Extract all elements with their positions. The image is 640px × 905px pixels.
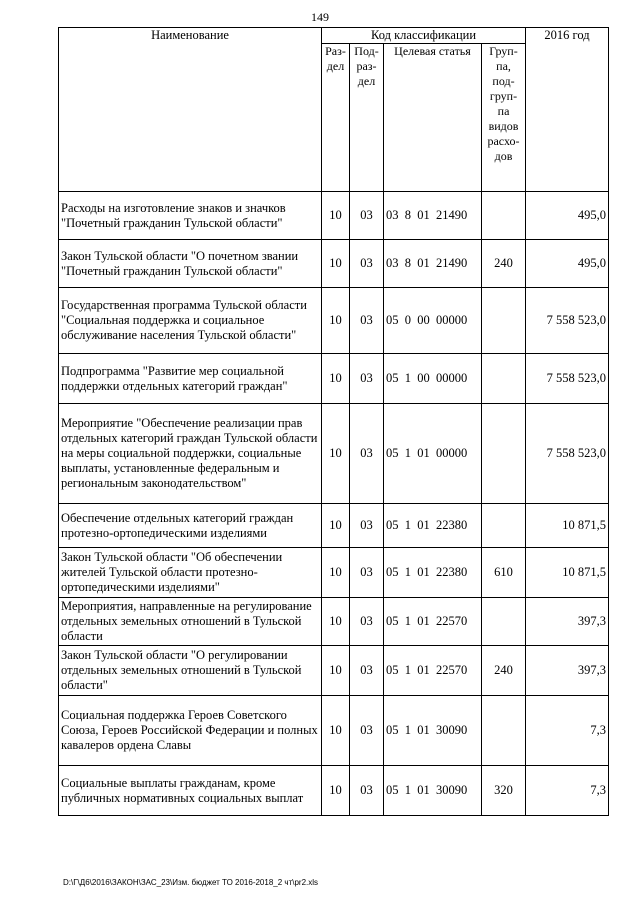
row-name: Обеспечение отдельных категорий граждан протезно-ортопедическими изделиями [59,504,322,548]
table-row [59,240,609,288]
row-name: Государственная программа Тульской области "Социальная поддержка и социальное обслуживание населения Тульской области" [59,288,322,354]
row-subsection: 03 [350,766,384,816]
row-amount: 397,3 [526,646,609,696]
row-subsection: 03 [350,504,384,548]
row-section: 10 [322,766,350,816]
header-year: 2016 год [526,28,609,192]
row-target: 05 1 00 00000 [384,354,482,404]
row-target: 05 1 01 22380 [384,548,482,598]
row-target: 05 1 01 22570 [384,646,482,696]
row-target: 03 8 01 21490 [384,240,482,288]
row-subsection: 03 [350,548,384,598]
row-subsection: 03 [350,646,384,696]
row-amount: 495,0 [526,240,609,288]
row-target: 03 8 01 21490 [384,192,482,240]
row-section: 10 [322,240,350,288]
table-row [59,598,609,646]
header-code: Код классификации [322,28,526,44]
row-subsection: 03 [350,240,384,288]
header-target: Целевая статья [384,44,482,192]
table-row [59,548,609,598]
row-name: Мероприятие "Обеспечение реализации прав отдельных категорий граждан Тульской области на меры социальной поддержки, социальные выплаты, установленные федеральным и региональным законодательством" [59,404,322,504]
budget-table [58,27,609,816]
row-group [482,696,526,766]
row-group: 240 [482,240,526,288]
row-subsection: 03 [350,192,384,240]
row-group [482,404,526,504]
row-amount: 10 871,5 [526,504,609,548]
table-row [59,696,609,766]
header-group: Груп- па, под- груп- па видов расхо- дов [482,44,526,192]
row-amount: 10 871,5 [526,548,609,598]
row-subsection: 03 [350,598,384,646]
table-row [59,404,609,504]
row-amount: 397,3 [526,598,609,646]
row-section: 10 [322,598,350,646]
row-amount: 495,0 [526,192,609,240]
row-section: 10 [322,404,350,504]
row-subsection: 03 [350,696,384,766]
row-name: Мероприятия, направленные на регулирование отдельных земельных отношений в Тульской области [59,598,322,646]
row-section: 10 [322,548,350,598]
row-target: 05 1 01 30090 [384,696,482,766]
row-section: 10 [322,646,350,696]
page-number: 149 [311,10,329,24]
row-subsection: 03 [350,288,384,354]
table-row [59,766,609,816]
row-target: 05 1 01 22380 [384,504,482,548]
row-amount: 7 558 523,0 [526,354,609,404]
header-section: Раз- дел [322,44,350,192]
row-name: Закон Тульской области "О почетном звании "Почетный гражданин Тульской области" [59,240,322,288]
row-name: Социальные выплаты гражданам, кроме публичных нормативных социальных выплат [59,766,322,816]
row-name: Закон Тульской области "О регулировании отдельных земельных отношений в Тульской области" [59,646,322,696]
row-group: 320 [482,766,526,816]
row-group: 610 [482,548,526,598]
header-name: Наименование [59,28,322,192]
row-name: Подпрограмма "Развитие мер социальной поддержки отдельных категорий граждан" [59,354,322,404]
row-section: 10 [322,354,350,404]
row-subsection: 03 [350,354,384,404]
row-section: 10 [322,504,350,548]
table-row [59,288,609,354]
row-section: 10 [322,192,350,240]
row-target: 05 1 01 30090 [384,766,482,816]
row-name: Социальная поддержка Героев Советского Союза, Героев Российской Федерации и полных кавалеров ордена Славы [59,696,322,766]
row-group [482,288,526,354]
row-group [482,504,526,548]
row-target: 05 0 00 00000 [384,288,482,354]
header-row-1 [59,28,609,44]
row-target: 05 1 01 00000 [384,404,482,504]
row-target: 05 1 01 22570 [384,598,482,646]
row-amount: 7 558 523,0 [526,288,609,354]
table-row [59,354,609,404]
header-subsection: Под- раз- дел [350,44,384,192]
row-section: 10 [322,696,350,766]
row-subsection: 03 [350,404,384,504]
row-name: Закон Тульской области "Об обеспечении жителей Тульской области протезно-ортопедическими изделиями" [59,548,322,598]
row-section: 10 [322,288,350,354]
row-amount: 7,3 [526,766,609,816]
row-group [482,598,526,646]
table-row [59,192,609,240]
row-amount: 7,3 [526,696,609,766]
row-group [482,192,526,240]
row-amount: 7 558 523,0 [526,404,609,504]
row-group: 240 [482,646,526,696]
row-group [482,354,526,404]
row-name: Расходы на изготовление знаков и значков "Почетный гражданин Тульской области" [59,192,322,240]
table-row [59,646,609,696]
table-row [59,504,609,548]
file-path-footer: D:\Г\Д6\2016\ЗАКОН\ЗАС_23\Изм. бюджет ТО 2016-2018_2 чт\pr2.xls [63,878,319,887]
